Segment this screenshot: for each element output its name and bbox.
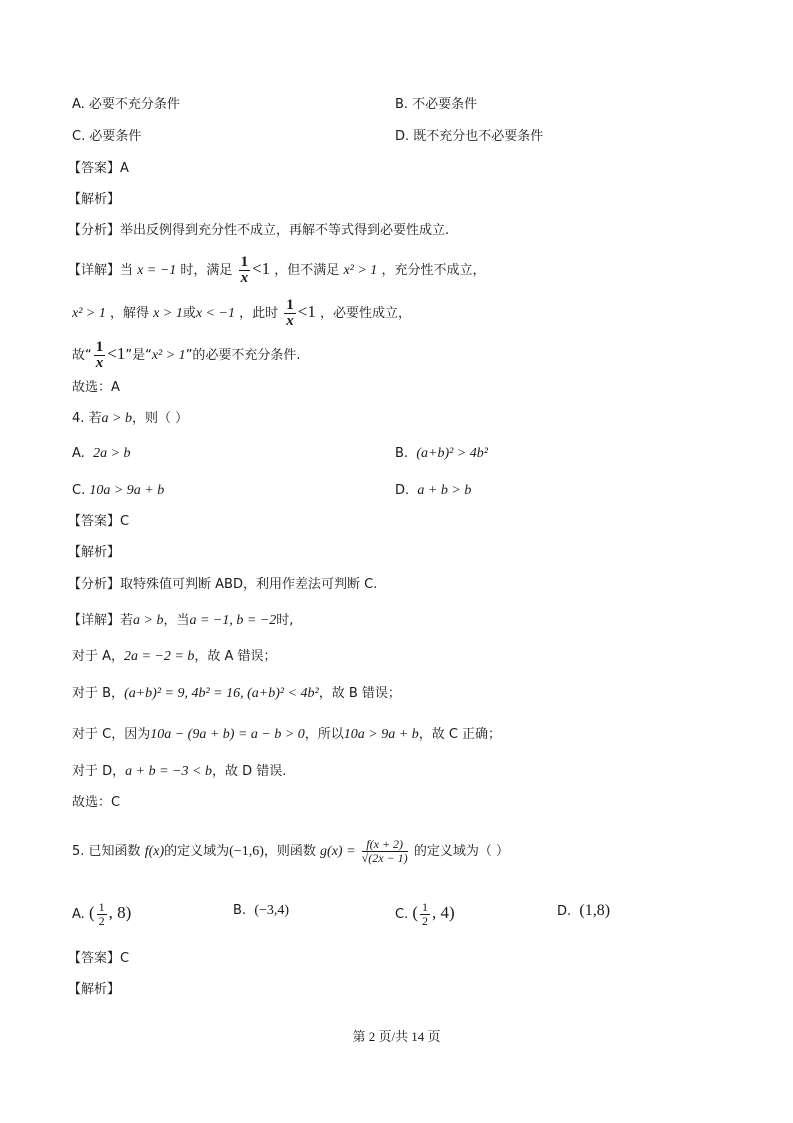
fraction-g-of-x: $\frac{f(x + 2)}{√(2x - 1)}$ xyxy=(361,837,408,865)
q4-choose: 故选：C xyxy=(72,795,121,810)
q4-answer: 【答案】C xyxy=(68,514,130,529)
q4-for-b: 对于 B，(a+b)² = 9, 4b² = 16, (a+b)² < 4b²，故 B 错误； xyxy=(72,686,401,701)
q3-xiangjie-line2: x² > 1 ，解得 x > 1或x < −1 ，此时 $\frac{1}{x}$ <1 ，必要性成立， xyxy=(72,297,411,329)
q5-option-b: B. (−3,4) xyxy=(233,903,290,918)
q4-option-b: B. (a+b)² > 4b² xyxy=(395,446,488,461)
q4-for-c: 对于 C，因为10a − (9a + b) = a − b > 0，所以10a > 9a + b，故 C 正确； xyxy=(72,727,502,742)
q3-option-d: D. 既不充分也不必要条件 xyxy=(395,129,544,144)
q4-xiangjie: 【详解】若a > b，当a = −1, b = −2时, xyxy=(68,613,294,628)
q3-xiangjie-line3: 故“ $\frac{1}{x}$ <1”是“x² > 1”的必要不充分条件. xyxy=(72,339,301,371)
q3-analysis-label: 【解析】 xyxy=(68,192,121,207)
q3-option-b: B. 不必要条件 xyxy=(395,97,478,112)
q5-answer: 【答案】C xyxy=(68,951,130,966)
fraction-one-over-x: $\frac{1}{x}$ xyxy=(240,254,249,286)
q4-stem: 4. 若a > b，则（ ） xyxy=(72,411,189,426)
q5-stem: 5. 已知函数 f(x)的定义域为(−1,6)，则函数 g(x) = $\frac{f(x + 2)}{√(2x - 1)}$ 的定义域为（ ） xyxy=(72,837,509,865)
q3-choose: 故选：A xyxy=(72,380,120,395)
q4-option-d: D. a + b > b xyxy=(395,483,472,498)
q4-option-a: A. 2a > b xyxy=(72,446,131,461)
fraction-one-over-x: $\frac{1}{x}$ xyxy=(286,297,294,329)
q5-analysis-label: 【解析】 xyxy=(68,982,121,997)
q4-option-c: C. 10a > 9a + b xyxy=(72,483,165,498)
page-footer: 第 2 页/共 14 页 xyxy=(352,1029,441,1044)
fraction-one-over-x: $\frac{1}{x}$ xyxy=(95,339,104,371)
q4-for-a: 对于 A，2a = −2 = b，故 A 错误； xyxy=(72,649,277,664)
fraction-one-half: $\frac{1}{2}$ xyxy=(422,900,429,928)
q3-answer: 【答案】A xyxy=(68,161,129,176)
q3-xiangjie-line1: 【详解】当 x = −1 时，满足 $\frac{1}{x}$ <1 ，但不满足 x² > 1 ，充分性不成立， xyxy=(68,254,486,286)
q4-for-d: 对于 D，a + b = −3 < b，故 D 错误. xyxy=(72,764,287,779)
q5-option-a: A. ( $\frac{1}{2}$ , 8) xyxy=(72,900,132,928)
q4-fenxi: 【分析】取特殊值可判断 ABD，利用作差法可判断 C. xyxy=(68,577,378,592)
q5-option-d: D. (1,8) xyxy=(557,902,611,919)
q4-analysis-label: 【解析】 xyxy=(68,545,121,560)
q5-option-c: C. ( $\frac{1}{2}$ , 4) xyxy=(395,900,455,928)
fraction-one-half: $\frac{1}{2}$ xyxy=(98,900,105,928)
q3-option-c: C. 必要条件 xyxy=(72,129,142,144)
q3-fenxi: 【分析】举出反例得到充分性不成立，再解不等式得到必要性成立. xyxy=(68,223,450,238)
q3-option-a: A. 必要不充分条件 xyxy=(72,97,180,112)
